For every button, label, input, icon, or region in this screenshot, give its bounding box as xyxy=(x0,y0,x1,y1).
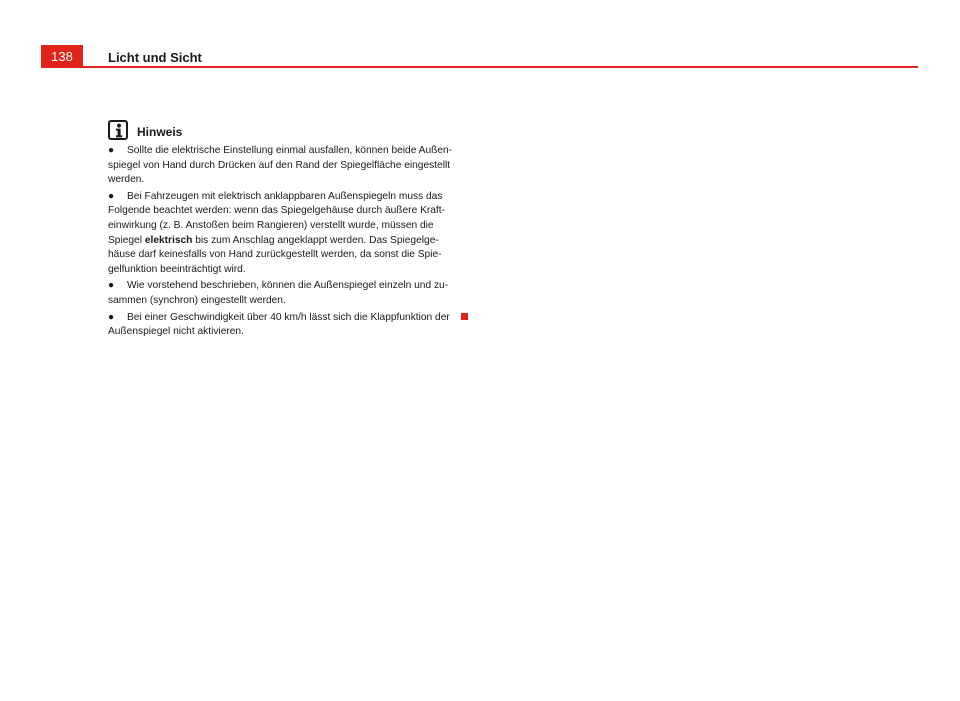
bullet-text-line: werden. xyxy=(108,174,145,186)
bullet-text-line: Sollte die elektrische Einstellung einmal ausfallen, können beide Außen- xyxy=(127,145,453,156)
bullet-text-line: häuse darf keinesfalls von Hand zurückgestellt werden, da sonst die Spie- xyxy=(108,249,442,261)
bullet-text-line: Folgende beachtet werden: wenn das Spiegelgehäuse durch äußere Kraft- xyxy=(108,205,445,217)
page-number: 138 xyxy=(41,45,83,67)
info-icon xyxy=(108,120,128,140)
bullet-text-line: Bei Fahrzeugen mit elektrisch anklappbaren Außenspiegeln muss das xyxy=(127,190,443,202)
header-divider xyxy=(41,66,918,68)
note-bullet xyxy=(108,144,470,188)
note-title: Hinweis xyxy=(137,125,183,139)
bullet-text-line: sammen (synchron) eingestellt werden. xyxy=(108,294,286,306)
bullet-icon: ● xyxy=(108,190,115,202)
note-bullet xyxy=(108,311,470,340)
end-of-section-mark xyxy=(461,313,468,320)
bullet-text-line: Außenspiegel nicht aktivieren. xyxy=(108,326,244,338)
note-header xyxy=(108,116,470,140)
note-box xyxy=(108,116,470,342)
note-bullet xyxy=(108,279,470,308)
bullet-text-line: Bei einer Geschwindigkeit über 40 km/h lässt sich die Klappfunktion der xyxy=(127,311,450,323)
section-title: Licht und Sicht xyxy=(108,50,202,65)
bullet-text-line: Wie vorstehend beschrieben, können die Außenspiegel einzeln und zu- xyxy=(127,280,449,292)
bullet-text-line: spiegel von Hand durch Drücken auf den Rand der Spiegelfläche eingestellt xyxy=(108,159,451,171)
emphasis-text: elektrisch xyxy=(144,234,193,246)
bullet-icon: ● xyxy=(108,280,115,292)
bullet-text-line: bis zum Anschlag angeklappt werden. Das Spiegelge- xyxy=(192,234,439,246)
bullet-text-line: Spiegel xyxy=(108,234,145,246)
note-bullet xyxy=(108,190,470,278)
bullet-text-line: gelfunktion beeinträchtigt wird. xyxy=(108,263,246,275)
bullet-text-line: einwirkung (z. B. Anstoßen beim Rangieren) verstellt wurde, müssen die xyxy=(108,219,434,231)
bullet-icon: ● xyxy=(108,311,115,323)
bullet-icon: ● xyxy=(108,145,115,156)
